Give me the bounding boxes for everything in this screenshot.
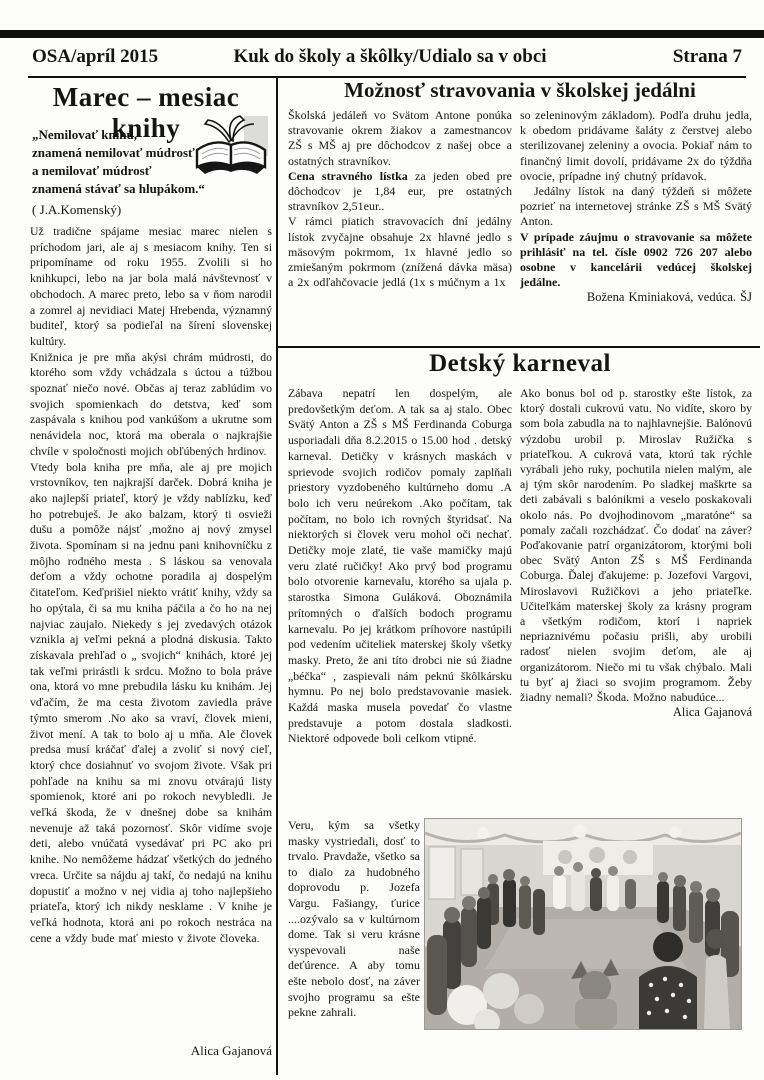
marec-signature: Alica Gajanová bbox=[190, 1043, 272, 1058]
jedalen-price-lead: Cena stravného lístka bbox=[288, 168, 408, 183]
jedalen-col1 bbox=[288, 108, 512, 344]
header-page-number: Strana 7 bbox=[672, 46, 742, 67]
marec-quote bbox=[32, 126, 210, 219]
quote-line: znamená nemilovať múdrosť bbox=[32, 145, 195, 160]
jedalen-title: Možnosť stravovania v školskej jedálni bbox=[344, 78, 696, 102]
marec-paragraph: Už tradične spájame mesiac marec nielen s príchodom jari, ale aj s mesiacom knihy. Ten si pripomíname od roku 1955. Zvolili si ho knihkupci, lebo na jar bola malá návštevnosť v obchodoch. A marec preto, lebo sa v ňom narodil a zomrel aj nevidiaci Matej Hrebenda, významný buditeľ, ktorý sa podieľal na šírení slovenskej kultúry. bbox=[30, 224, 272, 348]
jedalen-signature: Božena Kminiaková, vedúca. ŠJ bbox=[586, 290, 752, 305]
karneval-col2 bbox=[520, 386, 752, 812]
jedalen-paragraph: Školská jedáleň vo Svätom Antone ponúka stravovanie okrem žiakov a zamestnancov ZŠ s MŠ aj pre dôchodcov z našej obce a ostatných stravníkov. bbox=[288, 108, 512, 168]
jedalen-col2 bbox=[520, 108, 752, 346]
quote-line: „Nemilovať knihu, bbox=[32, 127, 138, 142]
jedalen-paragraph: V rámci piatich stravovacích dní jedálny lístok zvyčajne obsahuje 2x hlavné jedlo s mäsovým pokrmom, 1x hlavné jedlo so zmiešaným pokrmom (znížená dávka mäsa) a 2x odľahčovacie jedlá (1x s múčnym a 1x bbox=[288, 214, 512, 290]
quote-line: a nemilovať múdrosť bbox=[32, 163, 152, 178]
jedalen-paragraph: so zeleninovým základom). Podľa druhu jedla, k obedom pridávame šaláty z čerstvej alebo sterilizovanej zeleniny a ovocia. Pokiaľ nám to finančný limit dovolí, pridávame 2x do týždňa ovocie, prípadne iný chutný prídavok. bbox=[520, 108, 752, 183]
marec-paragraph: Knižnica je pre mňa akýsi chrám múdrosti, do ktorého som vždy vchádzala s úctou a túžbou spoznať niečo nové. Občas aj teraz zablúdim vo svojich spomienkach do detstva, keď som zaspávala s knihou pod vankúšom a ukrutne som nenávidela noc, ktorá ma oberala o najkrajšie chvíle v spoločnosti mojich obľúbených hrdinov. bbox=[30, 349, 272, 458]
marec-body bbox=[30, 224, 272, 1040]
karneval-paragraph: Zábava nepatrí len dospelým, ale predovšetkým deťom. A tak sa aj stalo. Obec Svätý Anton a ZŠ s MŠ Ferdinanda Coburga usporiadali dňa 8.2.2015 o 15.00 hod . detský karneval. Detičky v krásnych maskách v sprievode svojich rodičov pomaly zaplňali priestory vyzdobeného kultúrneho domu .A bolo ich veru neúrekom .Ako počítam, tak počítam, no bolo ich rovných štyridsať. Na niektorých si človek veru mohol oči nechať. Detičky moje zlaté, tie vaše mamičky majú veru zlaté ručičky! Ako prvý bod programu bolo otvorenie karnevalu, ktorého sa ujala p. starostka Simona Guláková. Oboznámila prítomných o ďalších bodoch programu karnevalu. Po jej krátkom príhovore nastúpili pod vedením učiteliek materskej školy všetky masky. Preto, že ani títo drobci nie sú žiadne „béčka“ , zaspievali nám peknú škôlkársku hymnu. Po nej bolo predstavovanie masiek. Každá maska musela povedať čo vlastne predstavuje a potom dostala sladkosti. Niektoré odpovede boli celkom vtipné. bbox=[288, 386, 512, 746]
jedalen-paragraph: Jedálny lístok na daný týždeň si môžete pozrieť na internetovej stránke ZŠ s MŠ Svätý Anton. bbox=[520, 184, 752, 229]
jedalen-contact-paragraph: V prípade záujmu o stravovanie sa môžete prihlásiť na tel. čísle 0902 726 207 alebo osobne v kancelárii vedúcej školskej jedálne. bbox=[520, 229, 752, 290]
jedalen-price-rest: za jeden obed pre dôchodcov je 1,84 eur, pre ostatných stravníkov 2,51eur.. bbox=[288, 168, 512, 214]
header-section-title: Kuk do školy a škôlky/Udialo sa v obci bbox=[233, 46, 547, 67]
header-issue: OSA/apríl 2015 bbox=[32, 46, 159, 67]
karneval-title: Detský karneval bbox=[429, 350, 611, 377]
karneval-paragraph: Veru, kým sa všetky masky vystriedali, dosť to trvalo. Pravdaže, všetko sa to dialo za hudobného doprovodu p. Jozefa Vargu. Fašiangy, ťurice ....ozývalo sa v kultúrnom dome. Tak si veru krásne vyspevovali naše deťúrence. A aby tomu ešte nebolo dosť, na záver svojho programu sa ešte pekne zahrali. bbox=[288, 818, 420, 1020]
karneval-paragraph: Ako bonus bol od p. starostky ešte lístok, za ktorý dostali cukrovú vatu. No vidíte, skoro by som bola zabudla na to najhlavnejšie. Balónovú výzdobu urobil p. Miroslav Ružička s priateľkou. A cukrová vata, ktorú tak rýchle vyrábali jeho ruky, pochutila nielen malým, ale aj tým skôr narodením. Po sladkej maškrte sa deti zabávali s balónikmi a veselo poskakovali okolo nás. Po dvojhodinovom „maratóne“ sa pomaly začali rozchádzať. Čo dodať na záver? Poďakovanie patrí organizátorom, ktorými boli obec Svätý Anton ZŠ s MŠ Ferdinanda Coburga. Ďalej ďakujeme: p. Jozefovi Vargovi, Miroslavovi Ružičkovi a jeho priateľke. Učiteľkám materskej školy za krásny program a všetkým rodičom, ktorí i napriek nepriaznivému počasiu prišli, aby urobili radosť nielen svojim deťom, ale aj organizátorom. Niečo mi tu však chýbalo. Mali tu byť aj žiaci so svojim programom. Žeby žiadny nemali? Škoda. Možno nabudúce... bbox=[520, 386, 752, 705]
page-top-rule bbox=[0, 30, 764, 38]
jedalen-paragraph bbox=[288, 169, 512, 215]
quote-line: znamená stávať sa hlupákom.“ bbox=[32, 181, 205, 196]
carnival-photo bbox=[424, 818, 742, 1030]
marec-paragraph: Vtedy bola kniha pre mňa, ale aj pre mojich vrstovníkov, ten najkrajší darček. Dobrá kniha je ako najlepší priateľ, ktorý je vždy nablízku, keď ho potrebuješ. Je ako balzam, ktorý ti osvieži dušu a pomôže nájsť ,možno aj nový zmysel života. Spomínam si na jednu pani knihovníčku z môjho rodného mesta . S láskou sa venovala deťom a vždy ochotne poradila aj dospelým čitateľom. Keďprišiel niekto vrátiť knihy, vždy sa ho opýtala, či sa mu kniha páčila a čo ho na nej najviac zaujalo. Niekedy s jej zvedavých otázok vznikla aj veľmi pekná a plodná diskusia. Takto získavala prehľad o „ svojich“ knihách, ktoré jej tak veľmi prirástli k srdcu. Možno to bola práve ona, ktorá vo mne prebudila lásku ku knihám. Jej vďačím, že ma cesta životom zaviedla práve týmto smerom .No ako sa vraví, človek mieni, život mení. A tak to bolo aj u mňa. Ale človek predsa musí kráčať ďalej a zvoliť si nový cieľ, ktorý chce dosiahnuť vo svojom živote. Však pri pohľade na knihu sa mi znovu otvárajú listy spomienok, ktoré ani po rokoch nevybledli. Je veľká škoda, že v dnešnej dobe sa knihám nevenuje až taká pozornosť. Skôr vidíme svoje deti, alebo vnúčatá vysedávať pri PC ako pri knihe. No nemôžeme hádzať všetkých do jedného vreca. Určite sa nájdu aj takí, čo nedajú na knihu dopustiť a možno v nej vidia aj toho najlepšieho priateľa, ktorý ich nikdy nesklame . V knihe je veľká hodnota, ktorá ani po rokoch nestráca na cene a vždy bude mať miesto v živote človeka. bbox=[30, 459, 272, 945]
karneval-signature: Alica Gajanová bbox=[672, 705, 752, 720]
karneval-col1 bbox=[288, 386, 512, 816]
open-book-icon bbox=[192, 114, 270, 183]
quote-author: ( J.A.Komenský) bbox=[32, 202, 122, 217]
article-divider-rule bbox=[278, 346, 760, 348]
karneval-col1-narrow bbox=[288, 818, 420, 1070]
marec-title: Marec – mesiac knihy bbox=[52, 82, 240, 143]
column-divider bbox=[276, 78, 278, 1075]
